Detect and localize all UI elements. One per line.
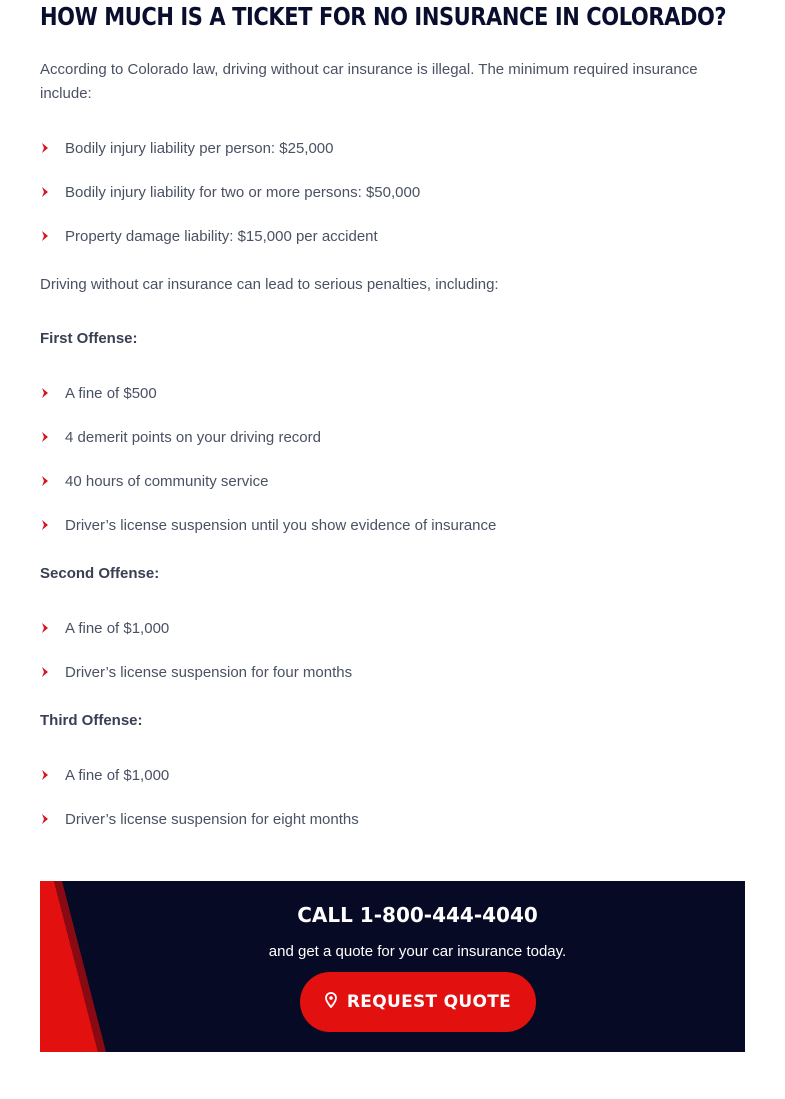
chevron-right-icon — [40, 475, 65, 487]
list-item: Bodily injury liability per person: $25,000 — [40, 136, 333, 160]
list-item: Driver’s license suspension until you show evidence of insurance — [40, 513, 496, 537]
list-item: 40 hours of community service — [40, 469, 268, 493]
cta-phone-title: CALL 1-800-444-4040 — [297, 903, 538, 927]
chevron-right-icon — [40, 387, 65, 399]
chevron-right-icon — [40, 622, 65, 634]
chevron-right-icon — [40, 142, 65, 154]
list-item: Driver’s license suspension for eight months — [40, 807, 359, 831]
chevron-right-icon — [40, 431, 65, 443]
third-offense-label: Third Offense: — [40, 712, 143, 729]
chevron-right-icon — [40, 230, 65, 242]
list-item: A fine of $500 — [40, 381, 157, 405]
list-item: 4 demerit points on your driving record — [40, 425, 321, 449]
list-item: Property damage liability: $15,000 per accident — [40, 224, 378, 248]
chevron-right-icon — [40, 186, 65, 198]
list-item: Bodily injury liability for two or more persons: $50,000 — [40, 180, 420, 204]
first-offense-label: First Offense: — [40, 330, 138, 347]
penalties-intro: Driving without car insurance can lead to serious penalties, including: — [40, 276, 499, 293]
intro-paragraph: According to Colorado law, driving without car insurance is illegal. The minimum required insurance include: — [40, 61, 698, 102]
chevron-right-icon — [40, 666, 65, 678]
request-quote-label: REQUEST QUOTE — [346, 992, 512, 1012]
map-pin-icon — [325, 992, 337, 1013]
chevron-right-icon — [40, 519, 65, 531]
call-to-action-banner — [40, 881, 745, 1052]
list-item: A fine of $1,000 — [40, 763, 169, 787]
list-item: A fine of $1,000 — [40, 616, 169, 640]
chevron-right-icon — [40, 813, 65, 825]
page-title: HOW MUCH IS A TICKET FOR NO INSURANCE IN COLORADO? — [40, 2, 727, 31]
list-item: Driver’s license suspension for four months — [40, 660, 352, 684]
chevron-right-icon — [40, 769, 65, 781]
second-offense-label: Second Offense: — [40, 565, 160, 582]
cta-subtitle: and get a quote for your car insurance today. — [268, 943, 567, 960]
request-quote-button[interactable] — [300, 972, 536, 1032]
